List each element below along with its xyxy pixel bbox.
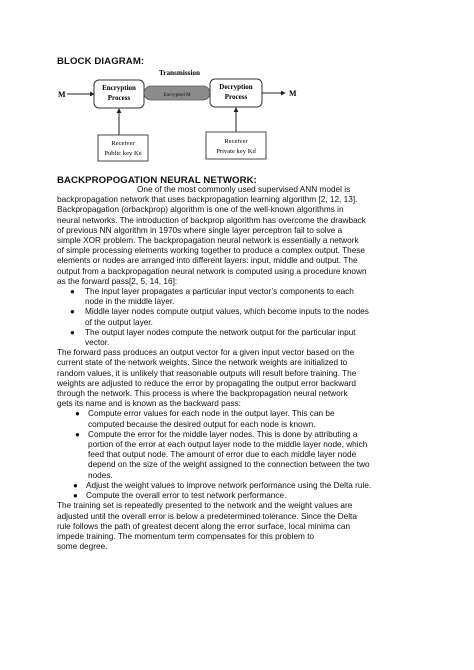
paragraph-line: weights are adjusted to reduce the error by propagating the output error backward [57,378,357,388]
encryption-box-line1: Encryption [102,84,136,92]
receiver-public-line1: Receiver [111,140,135,147]
list-item-line: Compute error values for each node in the output layer. This can be [88,409,335,419]
list-item-line: computed because the desired output for each node is known. [88,419,316,429]
list-item [57,481,422,491]
backward-pass-list [57,409,422,501]
paragraph-line: One of the most commonly used supervised ANN model is [137,185,351,194]
paragraph-line: Backpropagation (orbackprop) algorithm is one of the well-known algorithms in [57,205,344,215]
paragraph-line: random values, it is unlikely that reasonable outputs will result before training. The [57,368,357,378]
list-item-line: Compute the error for the middle layer nodes. This is done by attributing a [88,429,358,439]
bullet-icon: ● [70,287,75,297]
list-item-line: portion of the error at each output layer node to the middle layer node, which [88,440,368,450]
list-item-line: vector. [85,338,110,348]
bullet-icon: ● [75,409,80,419]
decryption-box-line1: Decryption [219,83,253,91]
bpnn-body [57,185,422,552]
list-item-line: node in the middle layer. [85,297,175,307]
bullet-icon: ● [73,480,78,490]
paragraph-line: The forward pass produces an output vector for a given input vector based on the [57,348,355,358]
list-item-line: Middle layer nodes compute output values, which become inputs to the nodes [85,307,369,317]
list-item [57,287,422,307]
encrypted-channel-label: Encrypted M [163,92,191,98]
paragraph-line: as the forward pass[2, 5, 14, 16]: [57,276,178,286]
list-item [57,409,422,429]
paragraph-line: gets its name and is known as the backward pass: [57,399,241,409]
paragraph-line: neural networks. The introduction of backprop algorithm has overcome the drawback [57,215,366,225]
bullet-icon: ● [70,307,75,317]
paragraph-line: current state of the network weights. Since the network weights are initialized to [57,358,348,368]
list-item-line: Adjust the weight values to improve network performance using the Delta rule. [86,480,372,490]
decryption-box-line2: Process [224,93,248,101]
forward-pass-list [57,287,422,348]
paragraph-line: some degree. [57,542,108,552]
paragraph-line: adjusted until the overall error is below a predetermined tolerance. Since the Delta [57,511,357,521]
list-item-line: of the output layer. [85,317,153,327]
list-item [57,491,422,501]
bullet-icon: ● [75,429,80,439]
bullet-icon: ● [70,327,75,337]
list-item [57,307,422,327]
list-item-line: The output layer nodes compute the network output for the particular input [85,327,356,337]
paragraph-line: elements or nodes are arranged into different layers: input, middle and output. The [57,256,358,266]
paragraph-line: simple XOR problem. The backpropagation neural network is essentially a network [57,236,359,246]
block-diagram-heading: BLOCK DIAGRAM: [57,56,145,67]
list-item-line: The input layer propagates a particular input vector’s components to each [85,287,354,297]
paragraph-line: backpropagation network that uses backpropagation learning algorithm [2, 12, 13]. [57,195,358,205]
bullet-icon: ● [73,491,78,501]
receiver-public-box [98,135,148,161]
block-diagram [56,66,316,170]
encryption-box-line2: Process [107,94,131,102]
list-item-line: feed that output node. The amount of error due to each middle layer node [88,450,357,460]
list-item [57,430,422,481]
paragraph-line: of previous NN algorithm in 1970s where single layer perceptron fail to solve a [57,225,343,235]
paragraph-line: through the network. This process is where the backpropagation neural network [57,389,348,399]
list-item-line: depend on the size of the weight assigned to the connection between the two [88,460,370,470]
paragraph-line: of simple processing elements working together to produce a complex output. These [57,246,366,256]
output-m-label: M [289,89,297,98]
paragraph-line: output from a backpropagation neural network is computed using a procedure known [57,266,367,276]
bpnn-heading: BACKPROPOGATION NEURAL NETWORK: [57,175,257,186]
paragraph-line: rule follows the path of greatest decent along the error surface, local minima can [57,521,351,531]
list-item [57,328,422,348]
list-item-line: nodes. [88,470,113,480]
receiver-private-line2: Private key Kd [216,148,256,155]
receiver-private-line1: Receiver [224,138,248,145]
receiver-public-line2: Public key Ke [104,150,142,157]
input-m-label: M [58,90,66,99]
paragraph-line: The training set is repeatedly presented to the network and the weight values are [57,501,353,511]
list-item-line: Compute the overall error to test network performance. [86,491,287,501]
paragraph-line: impede training. The momentum term compensates for this problem to [57,531,315,541]
transmission-label: Transmission [159,69,201,77]
